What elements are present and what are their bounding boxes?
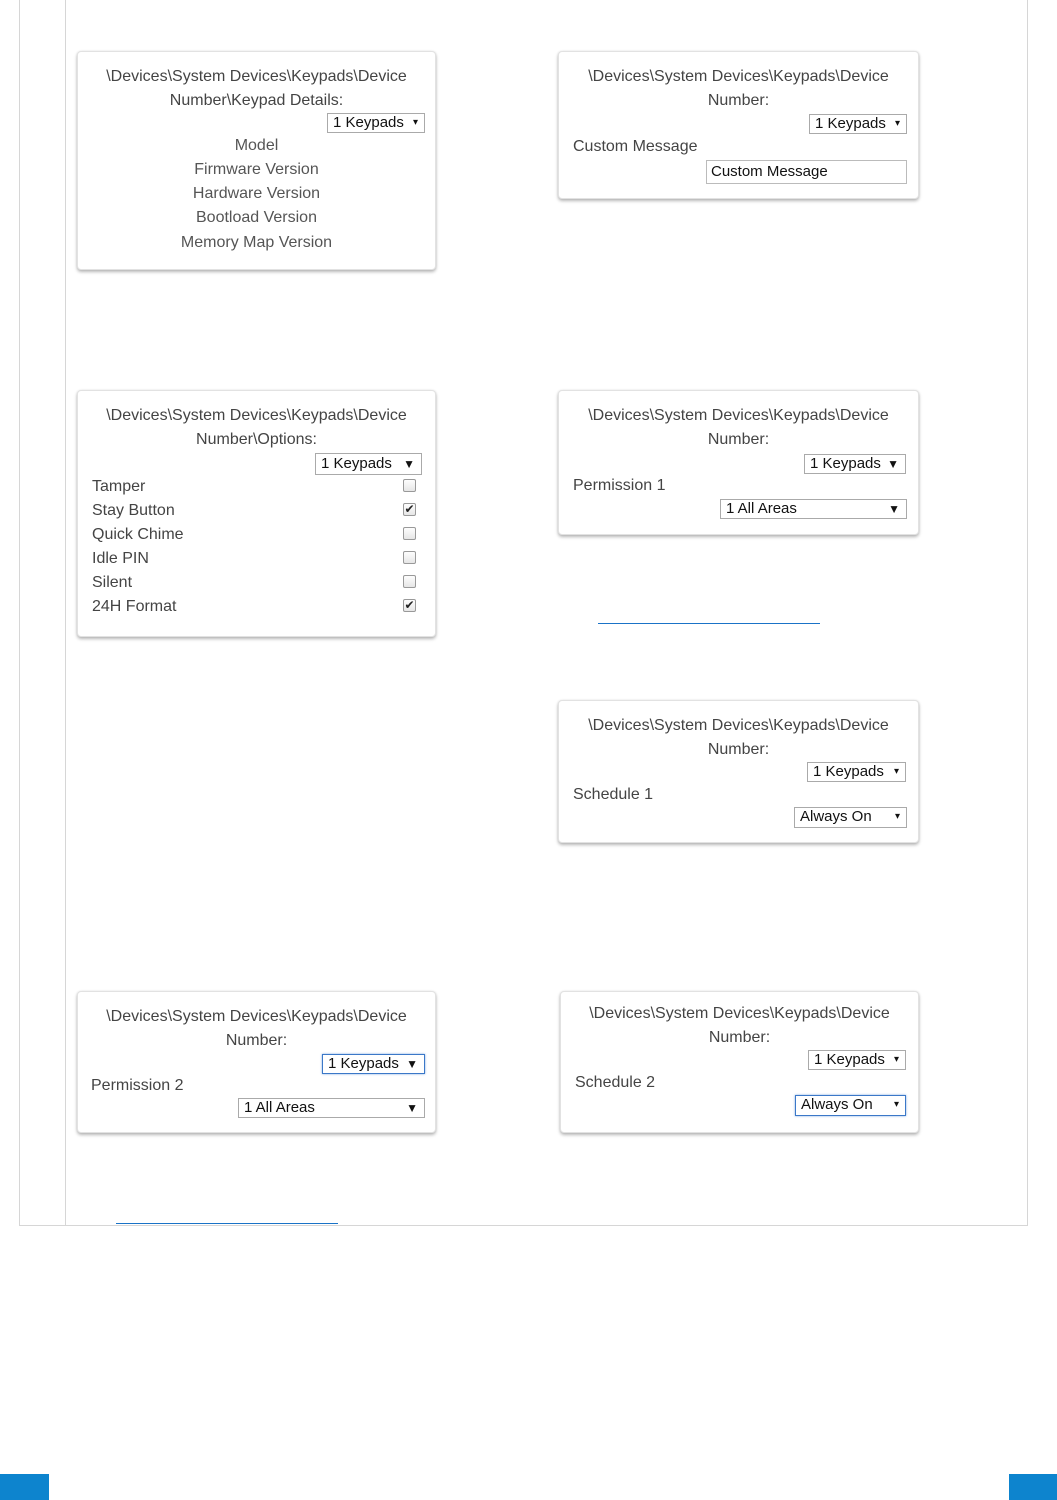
schedule-2-panel [560, 991, 919, 1133]
keypad-select-value: 1 Keypads [810, 455, 881, 472]
link-underline[interactable] [116, 1223, 338, 1224]
custom-message-input[interactable]: Custom Message [706, 160, 907, 184]
detail-model: Model [234, 137, 279, 154]
schedule-select[interactable] [795, 1095, 906, 1116]
option-stay-button-label: Stay Button [92, 502, 175, 519]
schedule-2-label: Schedule 2 [575, 1074, 656, 1091]
permission-1-panel [558, 390, 919, 535]
area-select[interactable] [238, 1098, 425, 1118]
permission-1-label: Permission 1 [573, 477, 666, 494]
custom-message-label: Custom Message [573, 138, 698, 155]
area-select[interactable] [720, 499, 907, 519]
keypad-select-value: 1 Keypads [815, 115, 886, 132]
option-quick-chime-checkbox[interactable] [403, 527, 416, 540]
keypad-select[interactable] [315, 453, 422, 475]
keypad-select-value: 1 Keypads [333, 114, 404, 131]
option-silent-label: Silent [92, 574, 133, 591]
frame-divider [65, 0, 66, 1226]
panel-title [78, 1005, 435, 1053]
link-underline[interactable] [598, 623, 820, 624]
panel-title [561, 1002, 918, 1050]
keypad-select-value: 1 Keypads [814, 1051, 885, 1068]
chevron-down-icon: ▼ [406, 1101, 418, 1115]
keypad-select-value: 1 Keypads [813, 763, 884, 780]
title-line-1: \Devices\System Devices\Keypads\Device [588, 68, 889, 85]
title-line-2: Number: [708, 1029, 771, 1046]
detail-memory-map-version: Memory Map Version [180, 234, 333, 251]
keypad-select[interactable] [327, 113, 425, 133]
title-line-1: \Devices\System Devices\Keypads\Device [588, 717, 889, 734]
footer-tab-right [1009, 1474, 1057, 1500]
keypad-select-value: 1 Keypads [321, 455, 392, 472]
title-line-2: Number: [707, 741, 770, 758]
permission-2-panel [77, 991, 436, 1133]
schedule-select-value: Always On [800, 808, 872, 825]
chevron-down-icon: ▾ [412, 117, 418, 128]
area-select-value: 1 All Areas [244, 1099, 315, 1116]
custom-message-panel [558, 51, 919, 199]
chevron-down-icon: ▼ [888, 502, 900, 516]
title-line-2: Number: [707, 431, 770, 448]
keypad-details-panel [77, 51, 436, 270]
keypad-select[interactable] [804, 454, 906, 474]
title-line-2: Number: [707, 92, 770, 109]
detail-bootload-version: Bootload Version [196, 209, 317, 226]
panel-title [559, 714, 918, 762]
chevron-down-icon: ▼ [403, 457, 415, 471]
option-24h-format-checkbox[interactable] [403, 599, 416, 612]
keypad-select[interactable] [322, 1054, 425, 1074]
permission-2-label: Permission 2 [91, 1077, 184, 1094]
schedule-1-label: Schedule 1 [573, 786, 654, 803]
title-line-2: Number\Keypad Details: [169, 92, 344, 109]
chevron-down-icon: ▾ [894, 811, 900, 822]
keypad-select[interactable] [808, 1050, 906, 1070]
keypad-select-value: 1 Keypads [328, 1055, 399, 1072]
area-select-value: 1 All Areas [726, 500, 797, 517]
option-idle-pin-label: Idle PIN [92, 550, 149, 567]
detail-hardware-version: Hardware Version [192, 185, 321, 202]
option-silent-checkbox[interactable] [403, 575, 416, 588]
option-tamper-checkbox[interactable] [403, 479, 416, 492]
keypad-select[interactable] [809, 114, 907, 134]
option-quick-chime-label: Quick Chime [92, 526, 184, 543]
checkmark-icon: ✔ [404, 598, 415, 612]
chevron-down-icon: ▾ [893, 1099, 899, 1110]
title-line-2: Number\Options: [196, 431, 317, 448]
option-tamper-label: Tamper [92, 478, 146, 495]
chevron-down-icon: ▼ [406, 1057, 418, 1071]
footer-tab-left [0, 1474, 49, 1500]
option-24h-format-label: 24H Format [92, 598, 177, 615]
panel-title [78, 404, 435, 452]
checkmark-icon: ✔ [404, 502, 415, 516]
title-line-1: \Devices\System Devices\Keypads\Device [106, 1008, 407, 1025]
chevron-down-icon: ▼ [887, 457, 899, 471]
chevron-down-icon: ▾ [894, 118, 900, 129]
title-line-1: \Devices\System Devices\Keypads\Device [106, 407, 407, 424]
keypad-select[interactable] [807, 762, 906, 782]
schedule-select-value: Always On [801, 1096, 873, 1113]
title-line-1: \Devices\System Devices\Keypads\Device [589, 1005, 890, 1022]
options-panel [77, 390, 436, 637]
schedule-select[interactable] [794, 807, 907, 828]
chevron-down-icon: ▾ [893, 1054, 899, 1065]
chevron-down-icon: ▾ [893, 766, 899, 777]
panel-title [559, 65, 918, 113]
schedule-1-panel [558, 700, 919, 843]
option-idle-pin-checkbox[interactable] [403, 551, 416, 564]
title-line-1: \Devices\System Devices\Keypads\Device [106, 68, 407, 85]
option-stay-button-checkbox[interactable] [403, 503, 416, 516]
detail-firmware-version: Firmware Version [194, 161, 319, 178]
title-line-2: Number: [225, 1032, 288, 1049]
panel-title [559, 404, 918, 452]
title-line-1: \Devices\System Devices\Keypads\Device [588, 407, 889, 424]
panel-title [78, 65, 435, 113]
